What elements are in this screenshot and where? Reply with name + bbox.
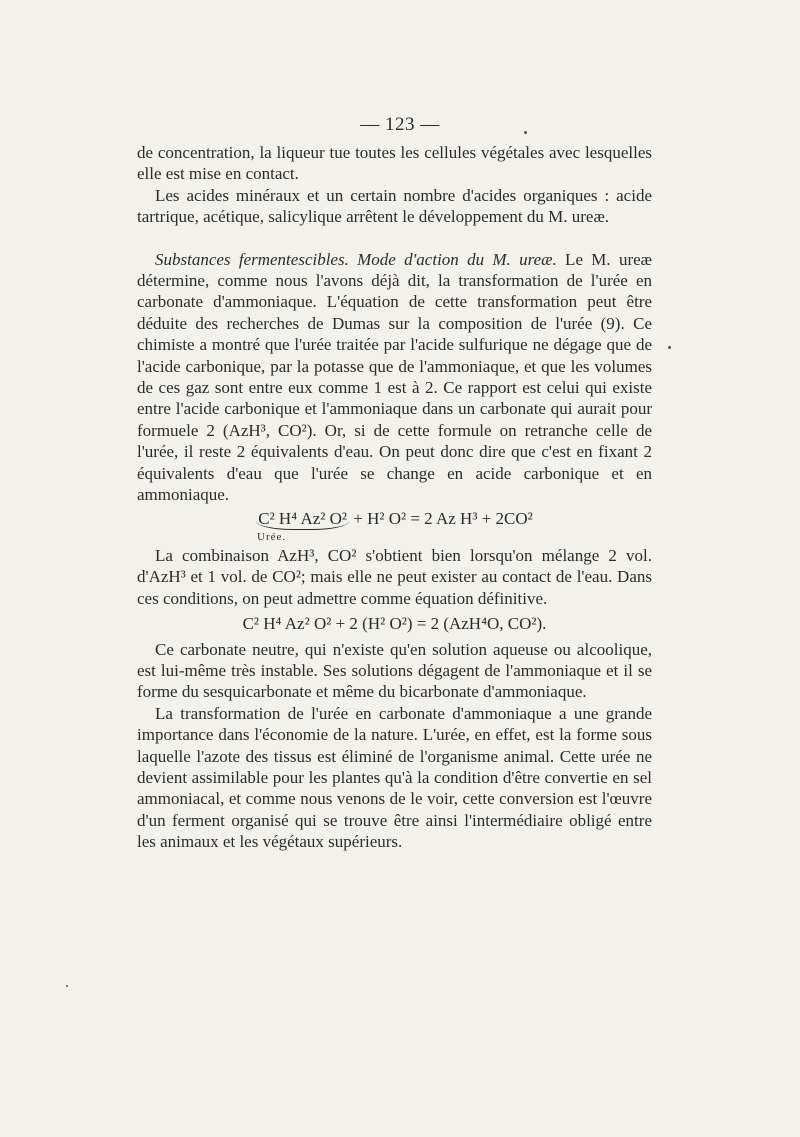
print-speck: [66, 985, 68, 987]
section-paragraph: [137, 249, 652, 506]
section-heading: Substances fermentescibles. Mode d'action du M. ureæ.: [155, 249, 557, 269]
print-speck: [524, 131, 527, 134]
paragraph: Les acides minéraux et un certain nombre d'acides organiques : acide tartrique, acétique, salicylique arrêtent le développement du M. ureæ.: [137, 185, 652, 227]
paragraph: La combinaison AzH³, CO² s'obtient bien lorsqu'on mélange 2 vol. d'AzH³ et 1 vol. de CO²; mais elle ne peut exister au contact de l'eau. Dans ces conditions, on peut admettre comme équation définitive.: [137, 545, 652, 608]
equation-urea: [137, 508, 652, 530]
equation-rhs: + H² O² = 2 Az H³ + 2CO²: [349, 508, 533, 528]
paragraph: de concentration, la liqueur tue toutes les cellules végétales avec lesquelles elle est mise en contact.: [137, 143, 652, 184]
equation-lhs: C² H⁴ Az² O²: [256, 508, 349, 530]
equation-definitive: C² H⁴ Az² O² + 2 (H² O²) = 2 (AzH⁴O, CO²).: [242, 614, 547, 634]
body-text: [137, 142, 652, 853]
print-speck: [668, 346, 671, 349]
paragraph: Ce carbonate neutre, qui n'existe qu'en solution aqueuse ou alcoolique, est lui-même très instable. Ses solutions dégagent de l'ammoniaque et il se forme du sesquicarbonate et même du bicarbonate d'ammoniaque.: [137, 639, 652, 702]
section-text: Le M. ureæ détermine, comme nous l'avons déjà dit, la transformation de l'urée en carbonate d'ammoniaque. L'équation de cette transformation peut être déduite des recherches de Dumas sur la composition de l'urée (9). Ce chimiste a montré que l'urée traitée par l'acide sulfurique ne dégage que de l'acide carbonique, par la potasse que de l'ammoniaque, et que les volumes de ces gaz sont entre eux comme 1 est à 2. Ce rapport est celui qui existe entre l'acide carbonique et l'ammoniaque dans un carbonate qui aurait pour formuele 2 (AzH³, CO²). Or, si de cette formule on retranche celle de l'urée, il reste 2 équivalents d'eau. On peut donc dire que c'est en fixant 2 équivalents d'eau que l'urée se change en acide carbonique et en ammoniaque.: [137, 249, 653, 505]
paragraph: La transformation de l'urée en carbonate d'ammoniaque a une grande importance dans l'économie de la nature. L'urée, en effet, est la forme sous laquelle l'azote des tissus est éliminé de l'organisme animal. Cette urée ne devient assimilable pour les plantes qu'à la condition d'être convertie en sel ammoniacal, et comme nous venons de le voir, cette conversion est l'œuvre d'un ferment organisé qui se trouve être ainsi l'intermédiaire obligé entre les animaux et les végétaux supérieurs.: [137, 703, 652, 852]
page-number: — 123 —: [360, 114, 440, 135]
equation-label: Urée.: [257, 530, 287, 543]
